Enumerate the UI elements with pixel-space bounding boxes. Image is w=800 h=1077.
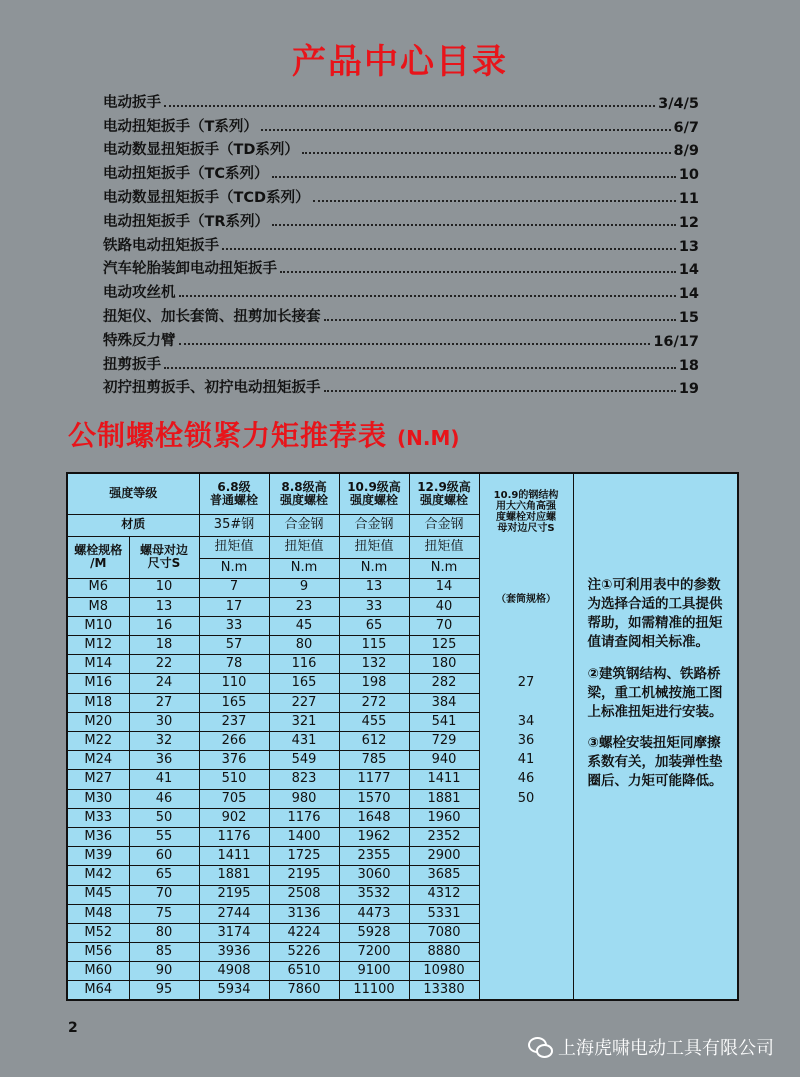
bolt-spec-cell: M60	[67, 962, 129, 981]
toc-leader-dots	[164, 105, 655, 107]
torque-10-9-cell: 65	[339, 616, 409, 635]
torque-6-8-cell: 237	[199, 712, 269, 731]
socket-size-cell	[479, 827, 573, 846]
nut-size-cell: 80	[129, 923, 199, 942]
toc-label: 汽车轮胎装卸电动扭矩扳手	[103, 261, 277, 278]
toc-page: 12	[678, 214, 699, 231]
socket-size-cell	[479, 693, 573, 712]
nut-size-cell: 65	[129, 866, 199, 885]
torque-12-9-cell: 384	[409, 693, 479, 712]
grade-line2: 强度螺栓	[350, 492, 399, 507]
torque-8-8-cell: 227	[269, 693, 339, 712]
nut-size-cell: 32	[129, 732, 199, 751]
socket-size-cell	[479, 885, 573, 904]
socket-size-cell	[479, 962, 573, 981]
material-cell: 合金钢	[409, 514, 479, 536]
toc-leader-dots	[313, 200, 676, 202]
torque-10-9-cell: 11100	[339, 981, 409, 1000]
toc-label: 电动攻丝机	[103, 285, 176, 302]
toc-leader-dots	[179, 343, 651, 345]
torque-header: 扭矩值	[199, 536, 269, 558]
torque-12-9-cell: 7080	[409, 923, 479, 942]
torque-12-9-cell: 4312	[409, 885, 479, 904]
torque-8-8-cell: 549	[269, 751, 339, 770]
toc-page: 15	[678, 309, 699, 326]
torque-10-9-cell: 785	[339, 751, 409, 770]
nut-size-cell: 95	[129, 981, 199, 1000]
toc-item	[103, 183, 699, 207]
torque-6-8-cell: 1176	[199, 827, 269, 846]
torque-10-9-cell: 612	[339, 732, 409, 751]
torque-12-9-cell: 8880	[409, 943, 479, 962]
torque-10-9-cell: 7200	[339, 943, 409, 962]
socket-size-cell: 36	[479, 732, 573, 751]
socket-size-cell	[479, 904, 573, 923]
unit-header: N.m	[339, 558, 409, 578]
bolt-spec-cell: M64	[67, 981, 129, 1000]
torque-6-8-cell: 4908	[199, 962, 269, 981]
nut-size-cell: 75	[129, 904, 199, 923]
toc-page: 14	[678, 286, 699, 303]
material-cell: 35#钢	[199, 514, 269, 536]
torque-6-8-cell: 17	[199, 597, 269, 616]
socket-size-header	[479, 473, 573, 616]
grade-line2: 普通螺栓	[210, 492, 259, 507]
nut-size-cell: 90	[129, 962, 199, 981]
grade-header: 强度等级	[67, 473, 199, 514]
nut-size-cell: 10	[129, 578, 199, 597]
torque-6-8-cell: 1881	[199, 866, 269, 885]
toc-item	[103, 278, 699, 302]
bolt-spec-cell: M10	[67, 616, 129, 635]
nut-size-line1: 螺母对边	[140, 542, 189, 557]
toc-page: 14	[678, 262, 699, 279]
toc-item	[103, 326, 699, 350]
bolt-spec-cell: M45	[67, 885, 129, 904]
company-name: 上海虎啸电动工具有限公司	[558, 1038, 774, 1059]
torque-8-8-cell: 4224	[269, 923, 339, 942]
nut-size-cell: 36	[129, 751, 199, 770]
page-number: 2	[68, 1020, 78, 1036]
bolt-spec-cell: M6	[67, 578, 129, 597]
torque-6-8-cell: 5934	[199, 981, 269, 1000]
toc-item	[103, 231, 699, 255]
note-1: 注①可利用表中的参数为选择合适的工具提供帮助，如需精准的扭矩值请查阅相关标准。	[587, 577, 723, 651]
torque-6-8-cell: 376	[199, 751, 269, 770]
torque-8-8-cell: 6510	[269, 962, 339, 981]
toc-label: 电动扳手	[103, 94, 161, 111]
table-title-unit: (N.M)	[397, 426, 460, 450]
bolt-spec-cell: M52	[67, 923, 129, 942]
grade-header-10-9	[339, 473, 409, 514]
bolt-spec-cell: M48	[67, 904, 129, 923]
torque-6-8-cell: 165	[199, 693, 269, 712]
torque-6-8-cell: 78	[199, 655, 269, 674]
toc-item	[103, 112, 699, 136]
torque-12-9-cell: 2900	[409, 847, 479, 866]
socket-size-cell	[479, 655, 573, 674]
torque-10-9-cell: 1962	[339, 827, 409, 846]
toc-page: 6/7	[673, 119, 699, 136]
torque-12-9-cell: 3685	[409, 866, 479, 885]
toc-label: 铁路电动扭矩扳手	[103, 237, 219, 254]
torque-header: 扭矩值	[269, 536, 339, 558]
note-3: ③螺栓安装扭矩同摩擦系数有关，加装弹性垫圈后、力矩可能降低。	[587, 735, 723, 790]
socket-size-cell	[479, 923, 573, 942]
torque-8-8-cell: 980	[269, 789, 339, 808]
toc-page: 10	[678, 167, 699, 184]
torque-10-9-cell: 1570	[339, 789, 409, 808]
nut-size-cell: 18	[129, 636, 199, 655]
torque-6-8-cell: 57	[199, 636, 269, 655]
nut-size-cell: 55	[129, 827, 199, 846]
toc-page: 11	[678, 190, 699, 207]
toc-leader-dots	[222, 248, 676, 250]
toc-item	[103, 255, 699, 279]
bolt-spec-cell: M14	[67, 655, 129, 674]
nut-size-cell: 85	[129, 943, 199, 962]
torque-12-9-cell: 70	[409, 616, 479, 635]
torque-12-9-cell: 14	[409, 578, 479, 597]
nut-size-cell: 60	[129, 847, 199, 866]
unit-header: N.m	[199, 558, 269, 578]
toc-leader-dots	[272, 224, 676, 226]
bolt-spec-cell: M24	[67, 751, 129, 770]
nut-size-cell: 30	[129, 712, 199, 731]
torque-10-9-cell: 115	[339, 636, 409, 655]
socket-size-cell: 41	[479, 751, 573, 770]
nut-size-header	[129, 536, 199, 578]
notes-cell	[573, 473, 738, 1000]
torque-12-9-cell: 940	[409, 751, 479, 770]
toc-leader-dots	[164, 367, 676, 369]
torque-10-9-cell: 198	[339, 674, 409, 693]
torque-8-8-cell: 431	[269, 732, 339, 751]
socket-size-cell	[479, 866, 573, 885]
toc-label: 电动扭矩扳手（TR系列）	[103, 213, 270, 230]
toc-item	[103, 350, 699, 374]
socket-header-line: 10.9的钢结构	[493, 490, 559, 501]
socket-size-cell	[479, 808, 573, 827]
torque-10-9-cell: 3532	[339, 885, 409, 904]
toc-leader-dots	[280, 271, 676, 273]
torque-12-9-cell: 1881	[409, 789, 479, 808]
toc-label: 初拧扭剪扳手、初拧电动扭矩扳手	[103, 380, 321, 397]
bolt-spec-cell: M16	[67, 674, 129, 693]
page-title: 产品中心目录	[292, 42, 508, 82]
toc-item	[103, 374, 699, 398]
nut-size-cell: 50	[129, 808, 199, 827]
bolt-spec-cell: M30	[67, 789, 129, 808]
torque-8-8-cell: 2195	[269, 866, 339, 885]
torque-8-8-cell: 165	[269, 674, 339, 693]
torque-10-9-cell: 13	[339, 578, 409, 597]
bolt-spec-cell: M8	[67, 597, 129, 616]
socket-size-cell	[479, 847, 573, 866]
bolt-spec-cell: M12	[67, 636, 129, 655]
toc-label: 电动扭矩扳手（TC系列）	[103, 166, 269, 183]
torque-12-9-cell: 180	[409, 655, 479, 674]
nut-size-cell: 27	[129, 693, 199, 712]
toc-item	[103, 136, 699, 160]
nut-size-cell: 24	[129, 674, 199, 693]
catalog-list	[103, 88, 699, 397]
torque-header: 扭矩值	[339, 536, 409, 558]
torque-6-8-cell: 3936	[199, 943, 269, 962]
torque-8-8-cell: 116	[269, 655, 339, 674]
toc-leader-dots	[272, 176, 676, 178]
torque-12-9-cell: 729	[409, 732, 479, 751]
toc-page: 19	[678, 381, 699, 398]
torque-6-8-cell: 2195	[199, 885, 269, 904]
toc-label: 电动数显扭矩扳手（TCD系列）	[103, 189, 310, 206]
socket-size-cell	[479, 616, 573, 635]
torque-8-8-cell: 9	[269, 578, 339, 597]
grade-line2: 强度螺栓	[420, 492, 469, 507]
torque-6-8-cell: 510	[199, 770, 269, 789]
grade-header-6-8	[199, 473, 269, 514]
socket-header-line: 用大六角高强	[496, 501, 557, 512]
toc-label: 特殊反力臂	[103, 332, 176, 349]
torque-10-9-cell: 4473	[339, 904, 409, 923]
toc-page: 3/4/5	[658, 95, 699, 112]
toc-page: 16/17	[653, 333, 699, 350]
torque-10-9-cell: 3060	[339, 866, 409, 885]
toc-leader-dots	[261, 129, 671, 131]
toc-item	[103, 88, 699, 112]
nut-size-cell: 46	[129, 789, 199, 808]
bolt-spec-cell: M33	[67, 808, 129, 827]
torque-table	[66, 472, 739, 1001]
nut-size-cell: 13	[129, 597, 199, 616]
grade-header-8-8	[269, 473, 339, 514]
bolt-spec-cell: M20	[67, 712, 129, 731]
toc-label: 电动扭矩扳手（T系列）	[103, 118, 258, 135]
toc-page: 18	[678, 357, 699, 374]
table-title	[68, 414, 460, 454]
torque-10-9-cell: 2355	[339, 847, 409, 866]
torque-10-9-cell: 455	[339, 712, 409, 731]
torque-12-9-cell: 2352	[409, 827, 479, 846]
material-cell: 合金钢	[339, 514, 409, 536]
toc-leader-dots	[324, 390, 676, 392]
torque-6-8-cell: 3174	[199, 923, 269, 942]
torque-6-8-cell: 7	[199, 578, 269, 597]
socket-size-cell: 34	[479, 712, 573, 731]
toc-item	[103, 207, 699, 231]
material-header: 材质	[67, 514, 199, 536]
torque-8-8-cell: 80	[269, 636, 339, 655]
nut-size-cell: 70	[129, 885, 199, 904]
bolt-spec-cell: M39	[67, 847, 129, 866]
torque-10-9-cell: 9100	[339, 962, 409, 981]
torque-12-9-cell: 1960	[409, 808, 479, 827]
torque-12-9-cell: 10980	[409, 962, 479, 981]
socket-size-cell	[479, 981, 573, 1000]
bolt-spec-line2: /M	[90, 556, 107, 570]
bolt-spec-cell: M42	[67, 866, 129, 885]
torque-10-9-cell: 132	[339, 655, 409, 674]
grade-line1: 8.8级高	[281, 479, 327, 494]
nut-size-cell: 22	[129, 655, 199, 674]
torque-8-8-cell: 1176	[269, 808, 339, 827]
toc-leader-dots	[302, 152, 671, 154]
nut-size-line2: 尺寸S	[147, 556, 181, 570]
torque-8-8-cell: 3136	[269, 904, 339, 923]
nut-size-cell: 41	[129, 770, 199, 789]
torque-10-9-cell: 1177	[339, 770, 409, 789]
unit-header: N.m	[269, 558, 339, 578]
toc-leader-dots	[179, 295, 676, 297]
torque-header: 扭矩值	[409, 536, 479, 558]
toc-page: 8/9	[673, 143, 699, 160]
torque-12-9-cell: 13380	[409, 981, 479, 1000]
socket-header-line: 母对边尺寸S	[497, 523, 555, 534]
socket-header-line: 度螺栓对应螺	[496, 512, 557, 523]
bolt-spec-cell: M22	[67, 732, 129, 751]
bolt-spec-cell: M36	[67, 827, 129, 846]
torque-12-9-cell: 125	[409, 636, 479, 655]
torque-12-9-cell: 541	[409, 712, 479, 731]
torque-12-9-cell: 282	[409, 674, 479, 693]
bolt-spec-cell: M27	[67, 770, 129, 789]
bolt-spec-cell: M18	[67, 693, 129, 712]
grade-line1: 10.9级高	[347, 479, 401, 494]
torque-6-8-cell: 110	[199, 674, 269, 693]
socket-size-cell: 50	[479, 789, 573, 808]
bolt-spec-cell: M56	[67, 943, 129, 962]
toc-page: 13	[678, 238, 699, 255]
material-cell: 合金钢	[269, 514, 339, 536]
torque-6-8-cell: 1411	[199, 847, 269, 866]
nut-size-cell: 16	[129, 616, 199, 635]
toc-label: 扭矩仪、加长套筒、扭剪加长接套	[103, 308, 321, 325]
toc-item	[103, 159, 699, 183]
torque-8-8-cell: 5226	[269, 943, 339, 962]
wechat-icon	[528, 1037, 550, 1057]
torque-10-9-cell: 272	[339, 693, 409, 712]
torque-8-8-cell: 45	[269, 616, 339, 635]
torque-6-8-cell: 266	[199, 732, 269, 751]
socket-size-cell: 46	[479, 770, 573, 789]
toc-leader-dots	[324, 319, 676, 321]
note-2: ②建筑钢结构、铁路桥梁，重工机械按施工图上标准扭矩进行安装。	[587, 665, 723, 720]
torque-6-8-cell: 705	[199, 789, 269, 808]
socket-size-cell	[479, 636, 573, 655]
torque-6-8-cell: 2744	[199, 904, 269, 923]
torque-8-8-cell: 2508	[269, 885, 339, 904]
grade-line1: 6.8级	[217, 479, 251, 494]
torque-8-8-cell: 7860	[269, 981, 339, 1000]
torque-6-8-cell: 902	[199, 808, 269, 827]
torque-10-9-cell: 33	[339, 597, 409, 616]
toc-label: 电动数显扭矩扳手（TD系列）	[103, 142, 299, 159]
footer-watermark	[528, 1034, 774, 1060]
grade-header-12-9	[409, 473, 479, 514]
torque-12-9-cell: 5331	[409, 904, 479, 923]
grade-line1: 12.9级高	[417, 479, 471, 494]
toc-item	[103, 302, 699, 326]
toc-label: 扭剪扳手	[103, 356, 161, 373]
bolt-spec-header	[67, 536, 129, 578]
table-title-text: 公制螺栓锁紧力矩推荐表	[68, 419, 388, 452]
bolt-spec-line1: 螺栓规格	[74, 542, 123, 557]
torque-12-9-cell: 1411	[409, 770, 479, 789]
socket-size-cell: 27	[479, 674, 573, 693]
torque-8-8-cell: 1400	[269, 827, 339, 846]
socket-size-cell	[479, 943, 573, 962]
torque-10-9-cell: 5928	[339, 923, 409, 942]
torque-12-9-cell: 40	[409, 597, 479, 616]
torque-6-8-cell: 33	[199, 616, 269, 635]
grade-line2: 强度螺栓	[280, 492, 329, 507]
socket-spec-label: （套筒规格）	[496, 594, 557, 605]
torque-8-8-cell: 23	[269, 597, 339, 616]
torque-10-9-cell: 1648	[339, 808, 409, 827]
unit-header: N.m	[409, 558, 479, 578]
torque-8-8-cell: 321	[269, 712, 339, 731]
torque-8-8-cell: 1725	[269, 847, 339, 866]
torque-8-8-cell: 823	[269, 770, 339, 789]
